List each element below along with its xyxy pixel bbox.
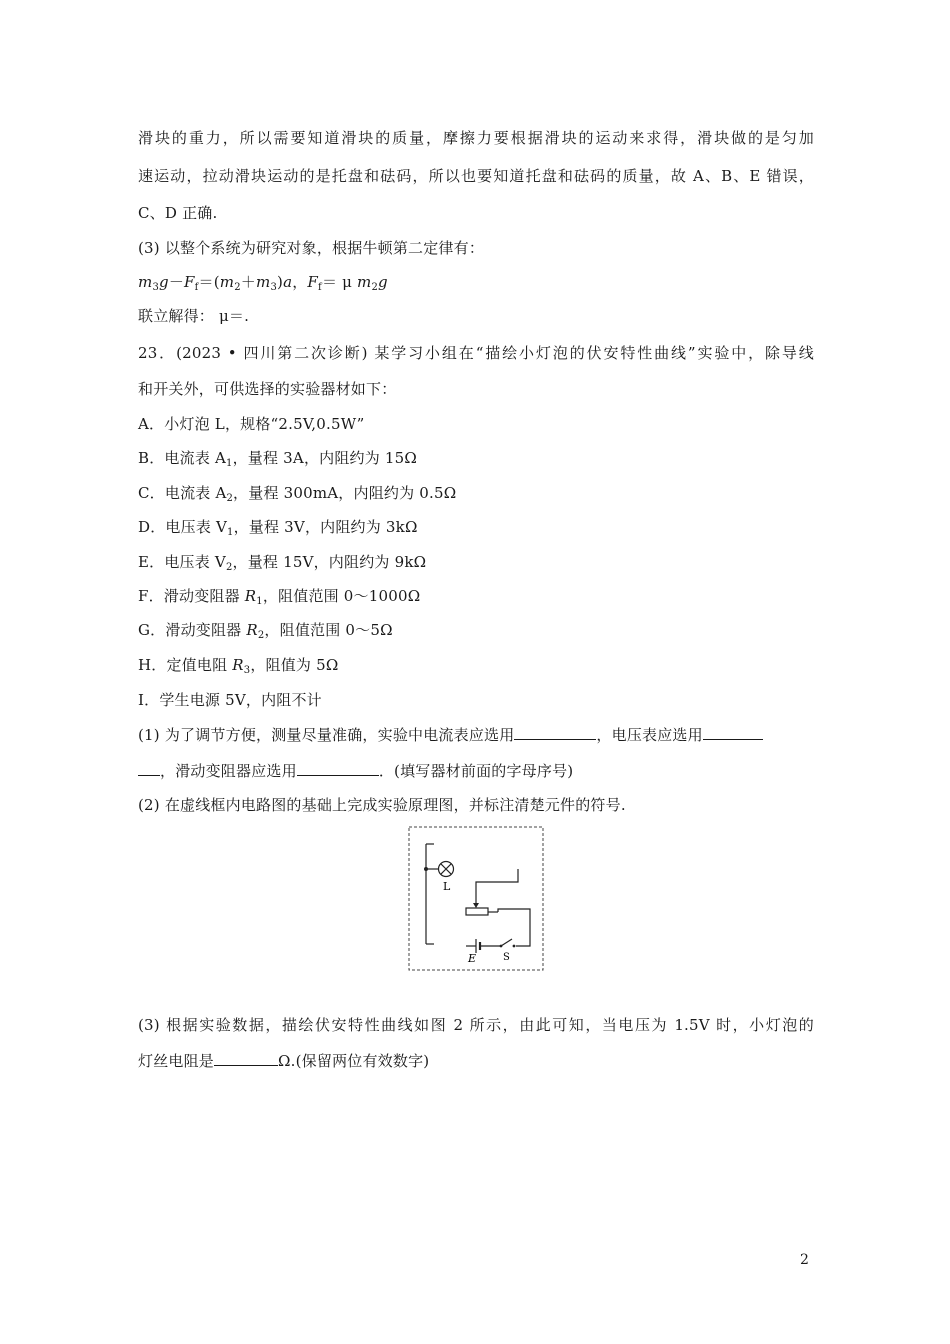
option-h: [138, 655, 338, 681]
var-R: R: [232, 656, 244, 674]
operator: －: [168, 273, 185, 291]
switch-label: S: [503, 952, 510, 963]
paragraph-line: 联立解得： μ＝.: [138, 307, 250, 325]
option-text: ，量程 15V，内阻约为 9kΩ: [232, 553, 427, 571]
option-text: ，量程 300mA，内阻约为 0.5Ω: [233, 484, 457, 502]
var-R: R: [244, 587, 257, 605]
option-text: ，阻值为 5Ω: [250, 656, 339, 674]
operator: ，: [292, 273, 308, 291]
subscript: 1: [227, 527, 234, 538]
subscript: 3: [270, 282, 277, 293]
paragraph-line: 滑块的重力，所以需要知道滑块的质量，摩擦力要根据滑块的运动来求得，滑块做的是匀加: [138, 129, 814, 147]
battery-label: E: [468, 952, 477, 965]
part-text: 灯丝电阻是: [138, 1052, 215, 1070]
subscript: 3: [152, 282, 159, 293]
subscript: f: [194, 282, 199, 293]
question-part-2: (2) 在虚线框内电路图的基础上完成实验原理图，并标注清楚元件的符号.: [138, 796, 626, 814]
paragraph-line: (3) 以整个系统为研究对象，根据牛顿第二定律有：: [138, 239, 485, 257]
page-number: 2: [800, 1252, 809, 1268]
paragraph-line: C、D 正确.: [138, 204, 218, 222]
part-text: ，滑动变阻器应选用: [160, 762, 297, 780]
slider-arrow-icon: [473, 903, 479, 908]
question-part-1: [138, 724, 763, 745]
option-c: [138, 483, 456, 509]
part-text: ．(填写器材前面的字母序号): [378, 762, 574, 780]
option-text: ，量程 3A，内阻约为 15Ω: [232, 449, 418, 467]
option-b: [138, 448, 417, 474]
operator: ＝ μ: [321, 273, 358, 291]
option-text: E．电压表 V: [138, 553, 226, 571]
option-text: ，阻值范围 0～5Ω: [264, 621, 393, 639]
var-g: g: [378, 273, 388, 291]
subscript: 1: [256, 596, 263, 607]
option-text: H．定值电阻: [138, 656, 233, 674]
operator: ＝(: [198, 273, 220, 291]
option-f: [138, 586, 420, 612]
option-text: C．电流表 A: [138, 484, 227, 502]
option-a: A．小灯泡 L，规格“2.5V,0.5W”: [138, 415, 365, 433]
var-F: F: [307, 273, 319, 291]
subscript: 2: [225, 562, 233, 573]
option-d: [138, 517, 418, 543]
subscript: 2: [257, 630, 265, 641]
part-text: (1) 为了调节方便，测量尽量准确，实验中电流表应选用: [138, 726, 515, 744]
battery-icon: [476, 939, 480, 953]
option-e: [138, 552, 426, 578]
part-text: ，电压表应选用: [596, 726, 703, 744]
operator: ＋: [240, 273, 256, 291]
lamp-label: L: [443, 880, 451, 893]
option-text: ，阻值范围 0～1000Ω: [262, 587, 421, 605]
option-text: D．电压表 V: [138, 518, 228, 536]
var-m: m: [138, 273, 153, 291]
var-g: g: [159, 273, 169, 291]
var-F: F: [184, 273, 195, 291]
circuit-wire: [498, 909, 530, 946]
question-part-3: (3) 根据实验数据，描绘伏安特性曲线如图 2 所示，由此可知，当电压为 1.5V 时，小灯泡的: [138, 1016, 814, 1034]
var-a: a: [283, 273, 293, 291]
option-g: [138, 620, 393, 646]
circuit-wire: [476, 869, 518, 905]
option-text: F．滑动变阻器: [138, 587, 245, 605]
option-text: G．滑动变阻器: [138, 621, 247, 639]
subscript: 1: [226, 458, 233, 469]
question-part-1-cont: [138, 760, 573, 781]
option-text: B．电流表 A: [138, 449, 227, 467]
var-R: R: [246, 621, 258, 639]
operator: ): [277, 273, 284, 291]
subscript: 2: [234, 282, 241, 293]
switch-icon: [500, 939, 516, 947]
rheostat-icon: [466, 908, 488, 915]
equation-line: [138, 272, 388, 298]
answer-blank[interactable]: [138, 760, 160, 776]
question-part-3-cont: [138, 1050, 429, 1071]
subscript: 3: [243, 665, 251, 676]
paragraph-line: 速运动，拉动滑块运动的是托盘和砝码，所以也要知道托盘和砝码的质量，故 A、B、E 错误，: [138, 167, 814, 185]
subscript: 2: [226, 493, 234, 504]
var-m: m: [219, 273, 235, 291]
answer-blank[interactable]: [214, 1050, 278, 1066]
option-text: ，量程 3V，内阻约为 3kΩ: [233, 518, 418, 536]
answer-blank[interactable]: [703, 724, 763, 740]
answer-blank[interactable]: [297, 760, 379, 776]
question-line: 23．(2023 • 四川第二次诊断) 某学习小组在“描绘小灯泡的伏安特性曲线”实验中，除导线: [138, 344, 814, 362]
question-line: 和开关外，可供选择的实验器材如下：: [138, 380, 397, 398]
var-m: m: [256, 273, 271, 291]
answer-blank[interactable]: [514, 724, 596, 740]
option-i: I．学生电源 5V，内阻不计: [138, 691, 322, 709]
subscript: f: [318, 282, 322, 293]
lamp-icon: [439, 862, 454, 877]
subscript: 2: [371, 282, 379, 293]
circuit-figure: [408, 826, 544, 971]
var-m: m: [357, 273, 372, 291]
part-text: Ω.(保留两位有效数字): [278, 1052, 430, 1070]
